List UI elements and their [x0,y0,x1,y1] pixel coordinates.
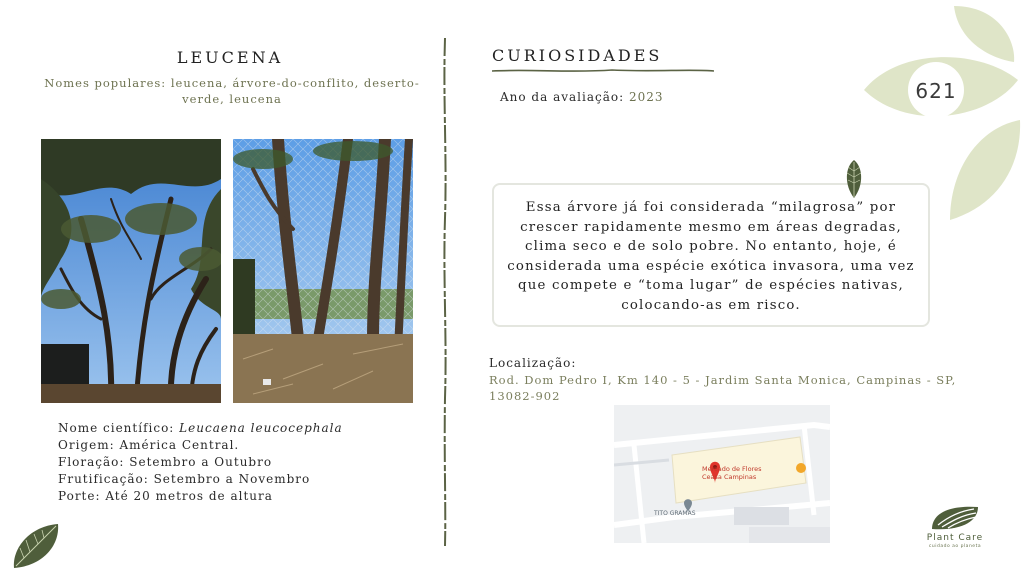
brand-name: Plant Care [926,533,984,543]
brand-tagline: cuidado ao planeta [928,544,982,549]
fact-origin [58,437,418,454]
plant-care-logo [928,503,982,531]
location-address: Rod. Dom Pedro I, Km 140 - 5 - Jardim Santa Monica, Campinas - SP, 13082-902 [489,373,957,403]
plant-name-title: LEUCENA [176,48,284,67]
year-label: Ano da avaliação: [500,90,625,104]
fact-label: Porte: [58,489,101,503]
leaf-bottom [950,120,1020,220]
leaf-icon [843,159,865,199]
poi-marker-icon [796,463,806,473]
number-badge: 621 [915,79,957,103]
decorative-leaf-bottom-left [8,520,62,572]
map-place-line: Mercado de Flores [702,465,762,473]
curiosities-title: CURIOSIDADES [492,46,663,65]
popular-names-label: Nomes populares: [44,76,167,90]
fact-value: Até 20 metros de altura [105,489,273,503]
tree-photo-2 [233,139,413,403]
column-divider [442,38,448,546]
year-value: 2023 [628,90,664,104]
evaluation-year [500,90,664,104]
curiosity-text: Essa árvore já foi considerada “milagrosa” por crescer rapidamente mesmo em áreas degradas, clima seco e de solo pobre. No entanto, hoje, é considerada uma espécie exótica invasora, uma vez que compete e “toma lugar” de espécies nativas, colocando-as em risco. [507,200,915,313]
popular-names [36,75,428,107]
fact-label: Frutificação: [58,472,149,486]
popular-names-value: leucena, árvore-do-conflito, deserto-verde, leucena [170,76,420,106]
fact-label: Floração: [58,455,125,469]
fact-size [58,488,418,505]
location-map[interactable] [614,405,830,543]
fact-value: Setembro a Novembro [153,472,311,486]
fact-label: Nome científico: [58,421,175,435]
fact-value: Setembro a Outubro [129,455,273,469]
fact-fruiting [58,471,418,488]
fact-label: Origem: [58,438,115,452]
fact-value: América Central. [119,438,240,452]
plant-facts [58,420,418,505]
map-place-name [702,465,762,481]
fact-value: Leucaena leucocephala [179,421,343,435]
map-place-line: Ceasa Campinas [702,473,757,481]
leaf-top [954,6,1014,62]
tree-photo-1 [41,139,221,403]
location-label: Localização: [489,356,577,370]
fact-scientific-name [58,420,418,437]
map-street-label: TITO GRAMAS [654,510,696,517]
fact-flowering [58,454,418,471]
curiosities-underline [492,68,714,74]
